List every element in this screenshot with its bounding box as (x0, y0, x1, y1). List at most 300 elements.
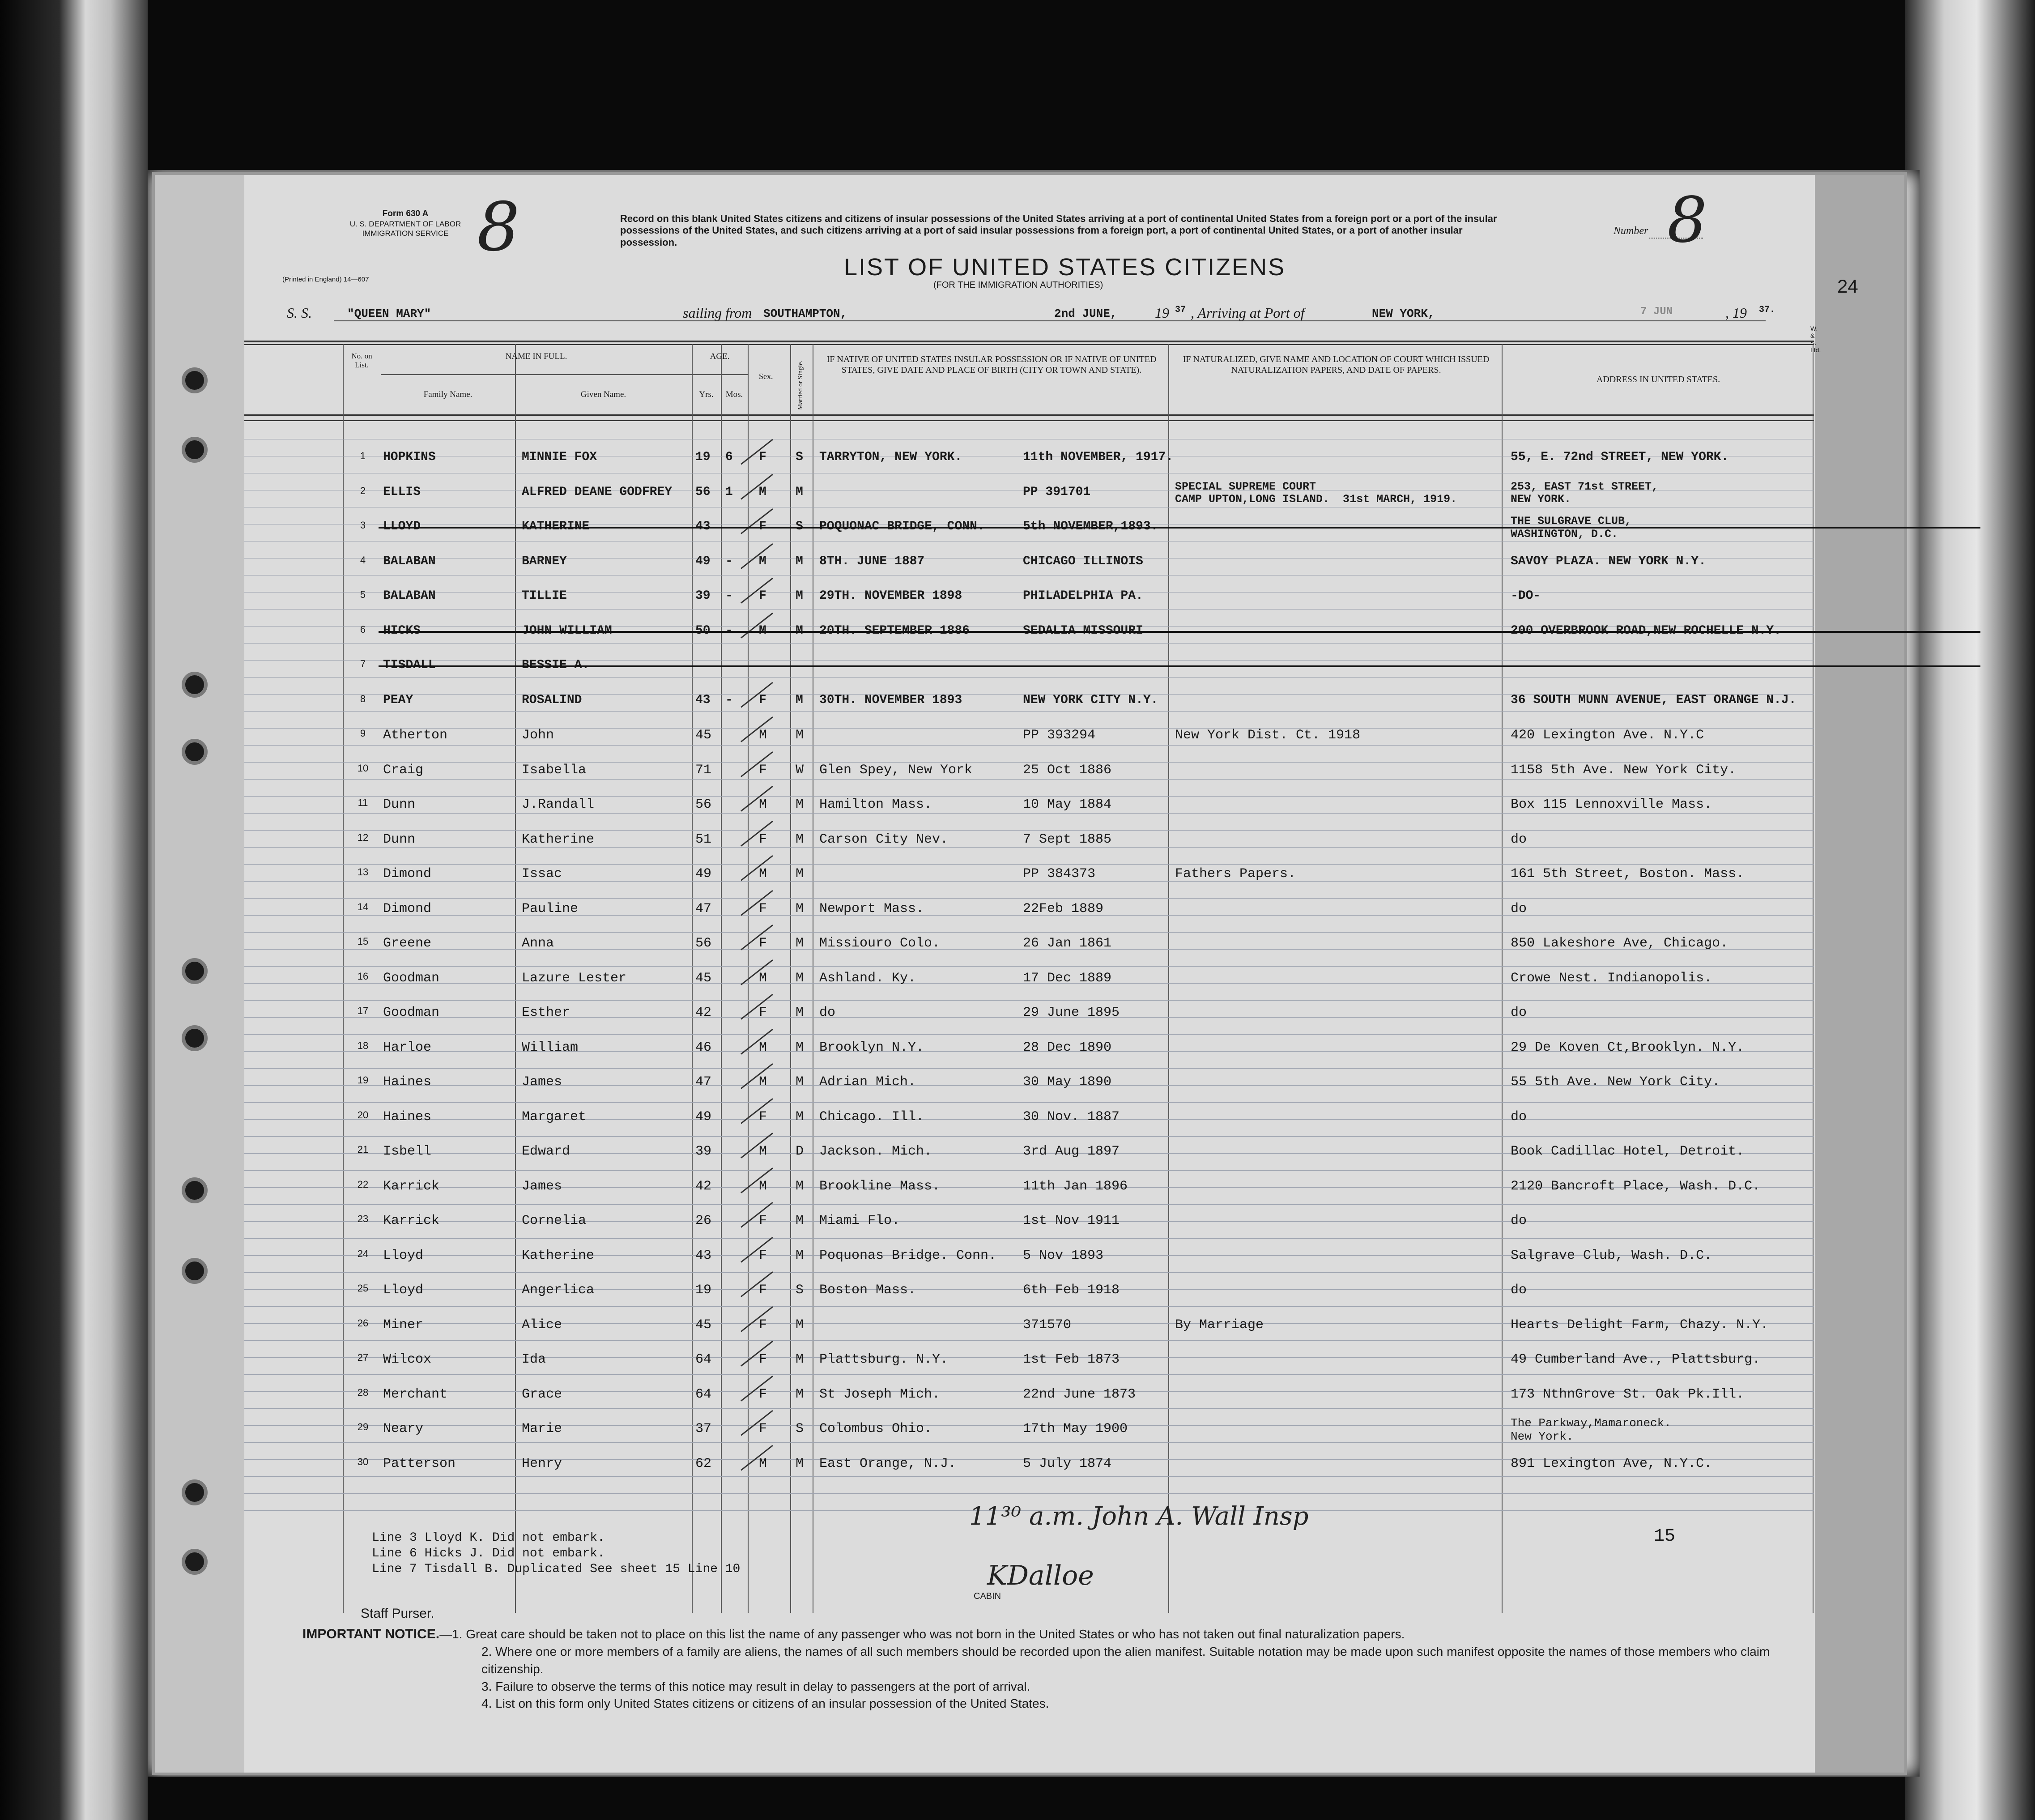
sex: M (759, 728, 767, 743)
given-name: ROSALIND (522, 693, 582, 707)
age-years: 26 (695, 1213, 712, 1228)
row-number: 14 (357, 901, 369, 912)
marital-status: M (796, 1386, 804, 1402)
given-name: Edward (522, 1144, 570, 1159)
binding-hole (182, 672, 208, 698)
family-name: Dunn (383, 797, 416, 812)
table-row (244, 1352, 1814, 1385)
family-name: Wilcox (383, 1352, 432, 1367)
given-name: Anna (522, 936, 554, 951)
handwritten-number: 8 (477, 188, 520, 266)
col-birth: IF NATIVE OF UNITED STATES INSULAR POSSESSION OR IF NATIVE OF UNITED STATES, GIVE DATE AND PLACE OF BIRTH (CITY OR TOWN AND STATE). (826, 354, 1157, 375)
row-number: 9 (360, 728, 366, 739)
header-bottom-rule (244, 414, 1814, 416)
age-months: - (725, 693, 733, 707)
birth-date: SEDALIA MISSOURI (1023, 623, 1143, 638)
row-number: 19 (357, 1074, 369, 1086)
header-bottom-rule (244, 420, 1814, 421)
family-name: Craig (383, 762, 424, 778)
address: 891 Lexington Ave, N.Y.C. (1511, 1456, 1712, 1471)
scanner-frame-right (1905, 0, 2035, 1820)
birth-date: 1st Feb 1873 (1023, 1352, 1120, 1367)
table-row (244, 728, 1814, 761)
table-row (244, 658, 1814, 692)
family-name: Goodman (383, 970, 440, 986)
birth-place: Plattsburg. N.Y. (819, 1352, 949, 1367)
given-name: J.Randall (522, 797, 595, 812)
given-name: Issac (522, 866, 562, 882)
col-sex: Sex. (759, 372, 773, 381)
given-name: MINNIE FOX (522, 450, 597, 464)
birth-place: East Orange, N.J. (819, 1456, 957, 1471)
sex: M (759, 797, 767, 812)
age-subrule (692, 374, 748, 375)
address: Hearts Delight Farm, Chazy. N.Y. (1511, 1317, 1769, 1333)
address: 420 Lexington Ave. N.Y.C (1511, 728, 1704, 743)
given-name: BARNEY (522, 554, 567, 568)
age-years: 47 (695, 901, 712, 916)
birth-place: Hamilton Mass. (819, 797, 932, 812)
table-row (244, 1109, 1814, 1143)
sex: F (759, 762, 767, 778)
sex: F (759, 520, 766, 533)
ss-label: S. S. (287, 305, 312, 321)
col-address: ADDRESS IN UNITED STATES. (1596, 375, 1720, 384)
birth-date: 25 Oct 1886 (1023, 762, 1112, 778)
birth-date: 17th May 1900 (1023, 1421, 1128, 1436)
age-months: 1 (725, 485, 733, 499)
age-years: 19 (695, 450, 711, 464)
given-name: William (522, 1040, 579, 1055)
number-label: Number (1614, 225, 1648, 237)
marital-status: M (796, 485, 803, 499)
table-top-rule (244, 344, 1814, 345)
binding-hole (182, 1549, 208, 1575)
marital-status: M (796, 1109, 804, 1125)
birth-place: Chicago. Ill. (819, 1109, 924, 1125)
birth-place: Glen Spey, New York (819, 762, 973, 778)
family-name: Lloyd (383, 1283, 424, 1298)
table-row (244, 971, 1814, 1004)
age-years: 64 (695, 1386, 712, 1402)
given-name: Katherine (522, 1248, 595, 1263)
marital-status: M (796, 970, 804, 986)
table-row (244, 901, 1814, 935)
birth-date: 22nd June 1873 (1023, 1386, 1136, 1402)
family-name: Miner (383, 1317, 424, 1333)
marital-status: M (796, 797, 804, 812)
given-name: Ida (522, 1352, 546, 1367)
marital-status: M (796, 728, 804, 743)
birth-place: St Joseph Mich. (819, 1386, 941, 1402)
row-number: 4 (360, 554, 366, 566)
col-given-name: Given Name. (580, 390, 626, 399)
given-name: Henry (522, 1456, 562, 1471)
marital-status: M (796, 866, 804, 882)
row-number: 7 (360, 658, 366, 669)
sex: F (759, 1213, 767, 1228)
birth-place: Boston Mass. (819, 1283, 916, 1298)
binding-hole (182, 1177, 208, 1203)
sex: F (759, 1005, 767, 1020)
given-name: Lazure Lester (522, 970, 627, 986)
arrival-year-prefix: , 19 (1725, 305, 1747, 321)
family-name: BALABAN (383, 589, 436, 603)
binding-hole (182, 739, 208, 765)
sex: M (759, 554, 766, 568)
cabin-label: CABIN (974, 1591, 1001, 1601)
arrival-year-suffix: 37. (1759, 305, 1775, 315)
birth-date: 22Feb 1889 (1023, 901, 1104, 916)
birth-date: 5 July 1874 (1023, 1456, 1112, 1471)
age-years: 46 (695, 1040, 712, 1055)
address: 253, EAST 71st STREET, NEW YORK. (1511, 480, 1659, 506)
given-name: James (522, 1074, 562, 1090)
given-name: Isabella (522, 762, 587, 778)
address: do (1511, 1213, 1527, 1228)
col-married-single: Married or Single. (797, 360, 804, 410)
marital-status: S (796, 1283, 804, 1298)
family-name: PEAY (383, 693, 413, 707)
age-years: 37 (695, 1421, 712, 1436)
sex: M (759, 970, 767, 986)
scanner-frame-left (0, 0, 148, 1820)
address: do (1511, 831, 1527, 847)
row-number: 26 (357, 1317, 369, 1329)
birth-place: Jackson. Mich. (819, 1144, 932, 1159)
sex: M (759, 623, 766, 638)
sex: F (759, 1109, 767, 1125)
table-row (244, 1317, 1814, 1351)
table-row (244, 450, 1814, 484)
marital-status: S (796, 1421, 804, 1436)
marital-status: M (796, 1040, 804, 1055)
sex: F (759, 450, 766, 464)
sex: F (759, 1248, 767, 1263)
sheet-number: 8 (1667, 184, 1707, 257)
age-years: 43 (695, 693, 711, 707)
address: 36 SOUTH MUNN AVENUE, EAST ORANGE N.J. (1511, 693, 1797, 707)
table-top-rule (244, 341, 1814, 342)
note-line-7: Line 7 Tisdall B. Duplicated See sheet 15 Line 10 (372, 1562, 741, 1576)
printer-mark: W. & S. Ltd. (1810, 325, 1821, 354)
ruled-line (244, 796, 1814, 797)
marital-status: M (796, 831, 804, 847)
birth-date: PP 393294 (1023, 728, 1096, 743)
sex: F (759, 936, 767, 951)
table-row (244, 515, 1814, 553)
naturalization: SPECIAL SUPREME COURT CAMP UPTON,LONG ISLAND. 31st MARCH, 1919. (1175, 480, 1457, 506)
marital-status: M (796, 1248, 804, 1263)
birth-date: 26 Jan 1861 (1023, 936, 1112, 951)
birth-date: 371570 (1023, 1317, 1072, 1333)
table-row (244, 480, 1814, 519)
marital-status: W (796, 762, 804, 778)
arriving-label: , Arriving at Port of (1191, 305, 1305, 321)
binding-hole (182, 1479, 208, 1505)
address: Crowe Nest. Indianopolis. (1511, 970, 1712, 986)
given-name: Margaret (522, 1109, 587, 1125)
row-number: 23 (357, 1213, 369, 1224)
row-number: 29 (357, 1421, 369, 1432)
table-row (244, 1248, 1814, 1282)
address: 173 NthnGrove St. Oak Pk.Ill. (1511, 1386, 1745, 1402)
address: do (1511, 1283, 1527, 1298)
row-number: 21 (357, 1144, 369, 1155)
age-years: 64 (695, 1352, 712, 1367)
family-name: Dunn (383, 831, 416, 847)
age-years: 43 (695, 1248, 712, 1263)
address: do (1511, 1109, 1527, 1125)
col-name-in-full: NAME IN FULL. (505, 352, 567, 361)
marital-status: M (796, 554, 803, 568)
year-suffix: 37 (1175, 305, 1186, 315)
sex: M (759, 1456, 767, 1471)
marital-status: M (796, 936, 804, 951)
record-instructions: Record on this blank United States citizens and citizens of insular possessions of the United States arriving at a port of continental United States from a foreign port or a port of the insular possessions of the United States, and such citizens arriving at a port of said insular possessions from a foreign port, a port of continental United States, or a port of another insular possession. (620, 213, 1497, 248)
family-name: LLOYD (383, 520, 421, 533)
birth-place: 20TH. SEPTEMBER 1886 (819, 623, 970, 638)
birth-date: 6th Feb 1918 (1023, 1283, 1120, 1298)
marital-status: M (796, 623, 803, 638)
naturalization: Fathers Papers. (1175, 866, 1296, 882)
family-name: ELLIS (383, 485, 421, 499)
birth-place: Brooklyn N.Y. (819, 1040, 924, 1055)
birth-place: do (819, 1005, 836, 1020)
year-prefix: 19 (1155, 305, 1169, 321)
strikethrough-line (379, 527, 1980, 529)
given-name: Esther (522, 1005, 570, 1020)
table-row (244, 1416, 1814, 1455)
department: U. S. DEPARTMENT OF LABOR (349, 219, 461, 228)
given-name: BESSIE A. (522, 658, 590, 672)
page-subtitle: (FOR THE IMMIGRATION AUTHORITIES) (933, 280, 1103, 290)
birth-place: 30TH. NOVEMBER 1893 (819, 693, 962, 707)
birth-date: 10 May 1884 (1023, 797, 1112, 812)
binding-hole (182, 958, 208, 984)
row-number: 5 (360, 589, 366, 600)
col-family-name: Family Name. (423, 390, 473, 399)
form-paper (244, 175, 1858, 1773)
address: 55 5th Ave. New York City. (1511, 1074, 1720, 1090)
binding-strip (155, 175, 246, 1773)
col-mos: Mos. (725, 390, 743, 399)
birth-place: Carson City Nev. (819, 831, 949, 847)
age-years: 47 (695, 1074, 712, 1090)
birth-date: 30 Nov. 1887 (1023, 1109, 1120, 1125)
notice-item-1: —1. Great care should be taken not to place on this list the name of any passenger who was not born in the United States or who has not taken out final naturalization papers. (439, 1627, 1405, 1641)
age-years: 51 (695, 831, 712, 847)
marital-status: M (796, 1074, 804, 1090)
address: Box 115 Lennoxville Mass. (1511, 797, 1712, 812)
family-name: Karrick (383, 1213, 440, 1228)
marital-status: S (796, 520, 803, 533)
age-years: 43 (695, 520, 711, 533)
row-number: 10 (357, 762, 369, 774)
sex: F (759, 1283, 767, 1298)
age-years: 19 (695, 1283, 712, 1298)
birth-place: Poquonas Bridge. Conn. (819, 1248, 997, 1263)
binding-hole (182, 1025, 208, 1051)
row-number: 17 (357, 1005, 369, 1016)
sex: M (759, 1040, 767, 1055)
given-name: Cornelia (522, 1213, 587, 1228)
important-notice (302, 1625, 1801, 1713)
address: 161 5th Street, Boston. Mass. (1511, 866, 1745, 882)
port-from: SOUTHAMPTON, (763, 307, 847, 320)
birth-date: PP 384373 (1023, 866, 1096, 882)
purser-signature: KDalloe (987, 1560, 1094, 1591)
family-name: Karrick (383, 1178, 440, 1194)
family-name: Haines (383, 1109, 432, 1125)
birth-date: PP 391701 (1023, 485, 1091, 499)
family-name: Haines (383, 1074, 432, 1090)
birth-date: 30 May 1890 (1023, 1074, 1112, 1090)
sex: F (759, 1317, 767, 1333)
birth-date: 29 June 1895 (1023, 1005, 1120, 1020)
given-name: ALFRED DEANE GODFREY (522, 485, 673, 499)
birth-place: 29TH. NOVEMBER 1898 (819, 589, 962, 603)
marital-status: M (796, 1213, 804, 1228)
name-subrule (381, 374, 692, 375)
birth-date: 28 Dec 1890 (1023, 1040, 1112, 1055)
strikethrough-line (379, 665, 1980, 667)
table-row (244, 1283, 1814, 1316)
table-row (244, 1074, 1814, 1108)
check-tick (741, 439, 773, 465)
birth-place: Miami Flo. (819, 1213, 900, 1228)
age-years: 49 (695, 1109, 712, 1125)
col-yrs: Yrs. (699, 390, 714, 399)
birth-place: POQUONAC BRIDGE, CONN. (819, 520, 985, 533)
age-years: 39 (695, 1144, 712, 1159)
sex: M (759, 1144, 767, 1159)
col-no-on-list: No. on List. (351, 352, 372, 369)
family-name: Goodman (383, 1005, 440, 1020)
marital-status: M (796, 1178, 804, 1194)
family-name: Neary (383, 1421, 424, 1436)
binding-hole (182, 367, 208, 393)
table-row (244, 589, 1814, 622)
birth-place: Brookline Mass. (819, 1178, 941, 1194)
marital-status: M (796, 589, 803, 603)
strikethrough-line (379, 631, 1980, 633)
marital-status: M (796, 1456, 804, 1471)
age-years: 39 (695, 589, 711, 603)
marital-status: M (796, 1005, 804, 1020)
naturalization: By Marriage (1175, 1317, 1264, 1333)
page-title: LIST OF UNITED STATES CITIZENS (844, 254, 1286, 281)
row-number: 20 (357, 1109, 369, 1121)
sailing-date: 2nd JUNE, (1054, 307, 1117, 320)
family-name: Isbell (383, 1144, 432, 1159)
sex: F (759, 589, 766, 603)
table-row (244, 832, 1814, 865)
age-years: 56 (695, 485, 711, 499)
age-years: 42 (695, 1178, 712, 1194)
birth-date: 3rd Aug 1897 (1023, 1144, 1120, 1159)
given-name: James (522, 1178, 562, 1194)
table-row (244, 763, 1814, 796)
given-name: Angerlica (522, 1283, 595, 1298)
address: 1158 5th Ave. New York City. (1511, 762, 1737, 778)
sex: F (759, 1421, 767, 1436)
address: The Parkway,Mamaroneck. New York. (1511, 1416, 1671, 1443)
table-row (244, 1040, 1814, 1074)
family-name: Dimond (383, 866, 432, 882)
col-age: AGE. (710, 352, 730, 361)
table-row (244, 797, 1814, 831)
right-margin-strip (1813, 175, 1904, 1773)
address: SAVOY PLAZA. NEW YORK N.Y. (1511, 554, 1706, 568)
sex: M (759, 1178, 767, 1194)
binding-hole (182, 437, 208, 463)
row-number: 15 (357, 936, 369, 947)
row-number: 6 (360, 623, 366, 635)
family-name: Lloyd (383, 1248, 424, 1263)
sex: F (759, 1352, 767, 1367)
voyage-underline (334, 320, 1766, 321)
birth-place: 8TH. JUNE 1887 (819, 554, 925, 568)
sex: F (759, 693, 766, 707)
age-months: - (725, 623, 733, 638)
sex: F (759, 1386, 767, 1402)
birth-date: PHILADELPHIA PA. (1023, 589, 1143, 603)
birth-date: 11th NOVEMBER, 1917. (1023, 450, 1174, 464)
ruled-line (244, 1493, 1814, 1494)
note-line-3: Line 3 Lloyd K. Did not embark. (372, 1531, 605, 1545)
row-number: 16 (357, 970, 369, 982)
table-row (244, 936, 1814, 969)
notice-item-4: 4. List on this form only United States citizens or citizens of an insular possession of the United States. (481, 1696, 1049, 1711)
row-number: 30 (357, 1456, 369, 1467)
address: THE SULGRAVE CLUB, WASHINGTON, D.C. (1511, 515, 1632, 541)
birth-place: Newport Mass. (819, 901, 924, 916)
marital-status: S (796, 450, 803, 464)
birth-date: 17 Dec 1889 (1023, 970, 1112, 986)
birth-place: Adrian Mich. (819, 1074, 916, 1090)
table-row (244, 693, 1814, 727)
birth-date: 5 Nov 1893 (1023, 1248, 1104, 1263)
address: 29 De Koven Ct,Brooklyn. N.Y. (1511, 1040, 1745, 1055)
given-name: Marie (522, 1421, 562, 1436)
address: 200 OVERBROOK ROAD,NEW ROCHELLE N.Y. (1511, 623, 1781, 638)
sex: F (759, 901, 767, 916)
naturalization: New York Dist. Ct. 1918 (1175, 728, 1361, 743)
staff-purser-label: Staff Purser. (361, 1606, 434, 1621)
page-number: 24 (1837, 276, 1858, 297)
row-number: 1 (360, 450, 366, 461)
binding-hole (182, 1258, 208, 1284)
port-to: NEW YORK, (1372, 307, 1435, 320)
given-name: KATHERINE (522, 520, 590, 533)
birth-date: 7 Sept 1885 (1023, 831, 1112, 847)
address: do (1511, 1005, 1527, 1020)
row-number: 13 (357, 866, 369, 878)
form-number: Form 630 A (382, 209, 429, 218)
birth-date: 5th NOVEMBER,1893. (1023, 520, 1158, 533)
row-number: 2 (360, 485, 366, 496)
age-years: 45 (695, 728, 712, 743)
row-number: 3 (360, 520, 366, 531)
birth-date: 1st Nov 1911 (1023, 1213, 1120, 1228)
row-number: 11 (358, 797, 368, 808)
family-name: Atherton (383, 728, 448, 743)
row-number: 8 (360, 693, 366, 704)
notice-item-3: 3. Failure to observe the terms of this notice may result in delay to passengers at the port of arrival. (481, 1679, 1030, 1693)
birth-date: CHICAGO ILLINOIS (1023, 554, 1143, 568)
address: 850 Lakeshore Ave, Chicago. (1511, 936, 1728, 951)
